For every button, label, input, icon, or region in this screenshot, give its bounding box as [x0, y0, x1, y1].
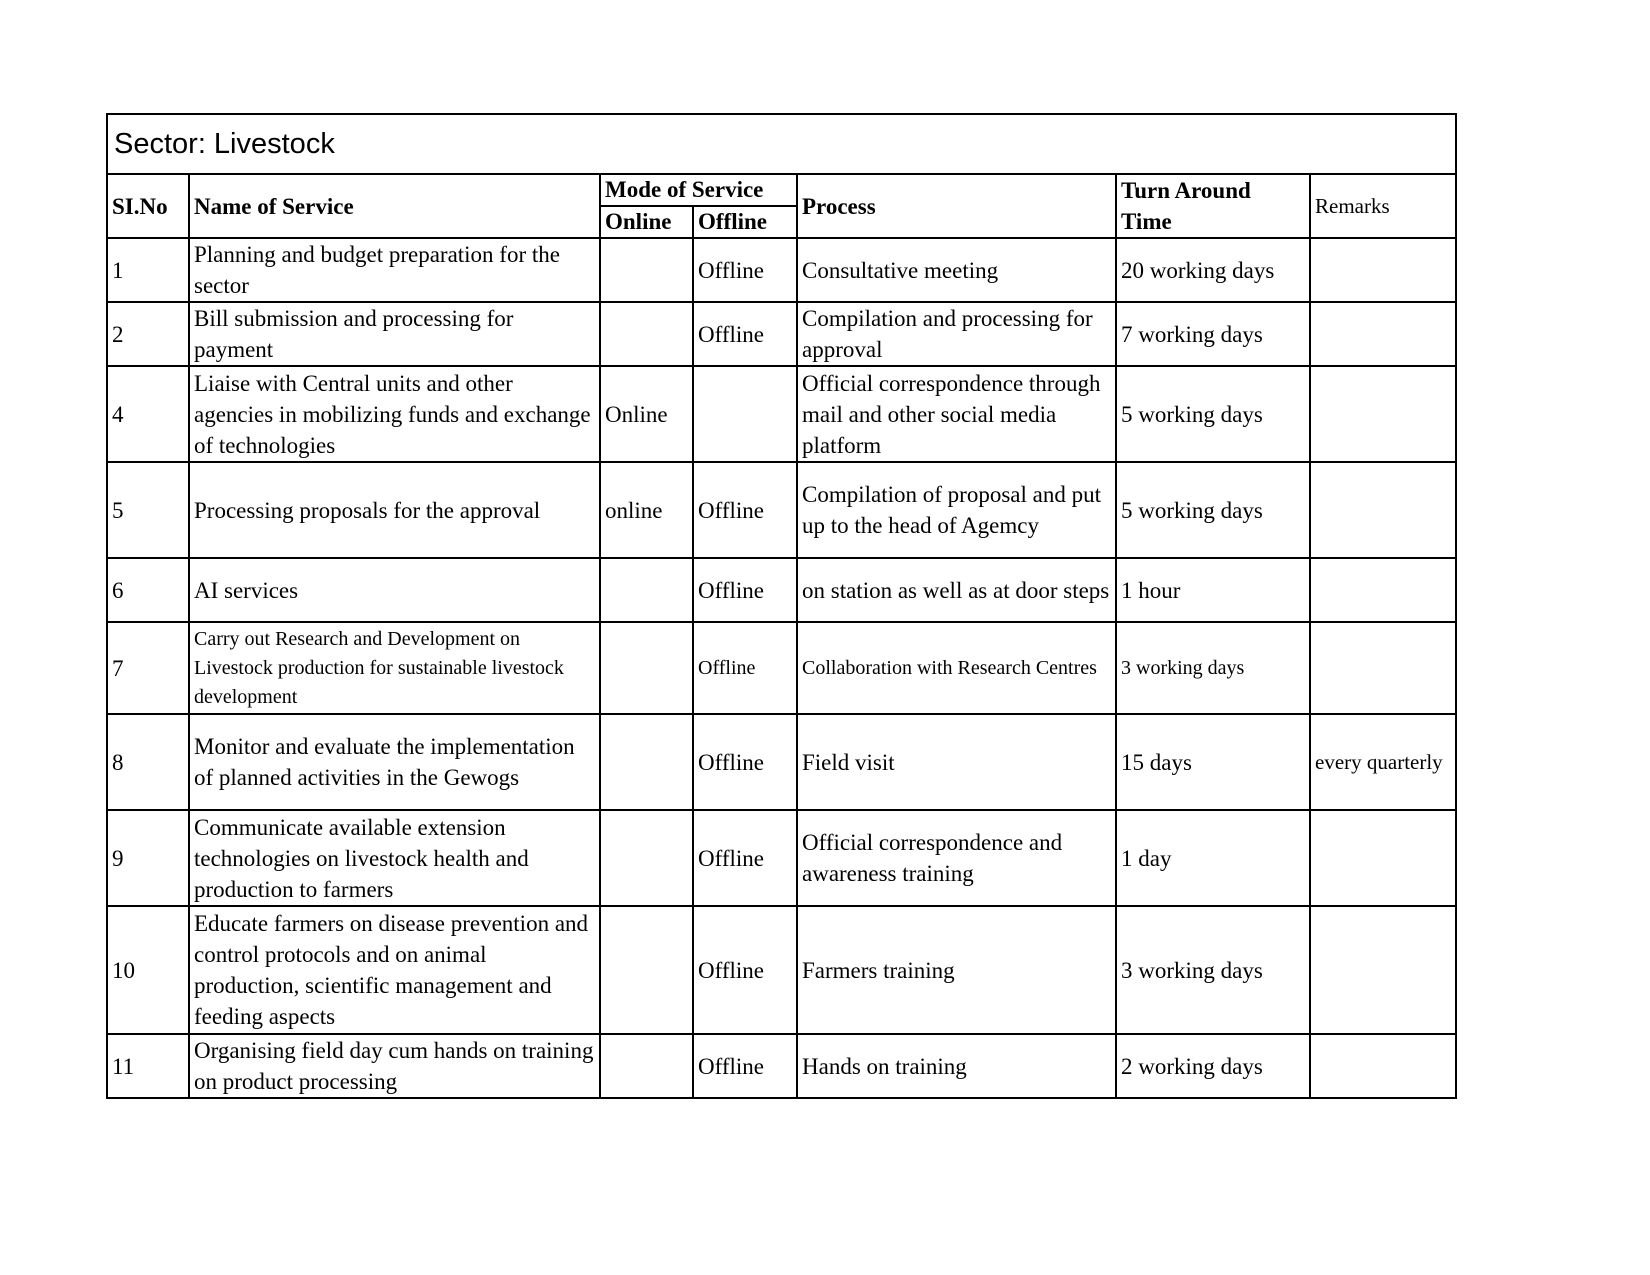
service-table	[106, 113, 1457, 1099]
header-process: Process	[797, 174, 1116, 238]
cell-sl-no: 8	[107, 714, 189, 810]
cell-remarks	[1310, 622, 1456, 714]
cell-remarks	[1310, 906, 1456, 1034]
cell-offline: Offline	[693, 462, 797, 558]
cell-remarks	[1310, 462, 1456, 558]
cell-process: Farmers training	[797, 906, 1116, 1034]
table-row	[107, 906, 1456, 1034]
cell-remarks	[1310, 558, 1456, 622]
cell-name-of-service: Carry out Research and Development on Livestock production for sustainable livestock development	[189, 622, 600, 714]
cell-remarks	[1310, 238, 1456, 302]
cell-offline: Offline	[693, 810, 797, 906]
cell-remarks	[1310, 810, 1456, 906]
cell-offline: Offline	[693, 906, 797, 1034]
cell-process: Official correspondence through mail and other social media platform	[797, 366, 1116, 462]
header-mode-of-service: Mode of Service	[600, 174, 797, 206]
cell-name-of-service: Educate farmers on disease prevention and control protocols and on animal production, scientific management and feeding aspects	[189, 906, 600, 1034]
cell-name-of-service: Bill submission and processing for payment	[189, 302, 600, 366]
cell-name-of-service: Communicate available extension technologies on livestock health and production to farmers	[189, 810, 600, 906]
cell-process: on station as well as at door steps	[797, 558, 1116, 622]
table-row	[107, 366, 1456, 462]
header-sl-no: SI.No	[107, 174, 189, 238]
cell-process: Official correspondence and awareness training	[797, 810, 1116, 906]
cell-offline: Offline	[693, 238, 797, 302]
cell-name-of-service: AI services	[189, 558, 600, 622]
cell-turn-around-time: 1 day	[1116, 810, 1310, 906]
cell-turn-around-time: 15 days	[1116, 714, 1310, 810]
cell-sl-no: 9	[107, 810, 189, 906]
cell-sl-no: 11	[107, 1034, 189, 1098]
cell-online	[600, 558, 693, 622]
header-online: Online	[600, 206, 693, 238]
cell-process: Consultative meeting	[797, 238, 1116, 302]
cell-process: Collaboration with Research Centres	[797, 622, 1116, 714]
cell-sl-no: 7	[107, 622, 189, 714]
cell-turn-around-time: 2 working days	[1116, 1034, 1310, 1098]
header-remarks: Remarks	[1310, 174, 1456, 238]
cell-online	[600, 238, 693, 302]
cell-online: online	[600, 462, 693, 558]
cell-process: Field visit	[797, 714, 1116, 810]
sector-title: Sector: Livestock	[107, 114, 1456, 174]
cell-turn-around-time: 5 working days	[1116, 366, 1310, 462]
cell-sl-no: 6	[107, 558, 189, 622]
cell-process: Hands on training	[797, 1034, 1116, 1098]
cell-turn-around-time: 20 working days	[1116, 238, 1310, 302]
cell-online: Online	[600, 366, 693, 462]
cell-turn-around-time: 5 working days	[1116, 462, 1310, 558]
cell-remarks	[1310, 366, 1456, 462]
cell-online	[600, 302, 693, 366]
table-row	[107, 238, 1456, 302]
cell-name-of-service: Monitor and evaluate the implementation of planned activities in the Gewogs	[189, 714, 600, 810]
cell-process: Compilation and processing for approval	[797, 302, 1116, 366]
cell-sl-no: 1	[107, 238, 189, 302]
cell-turn-around-time: 3 working days	[1116, 906, 1310, 1034]
cell-offline: Offline	[693, 302, 797, 366]
cell-online	[600, 906, 693, 1034]
cell-name-of-service: Liaise with Central units and other agencies in mobilizing funds and exchange of technologies	[189, 366, 600, 462]
cell-process: Compilation of proposal and put up to the head of Agemcy	[797, 462, 1116, 558]
cell-offline	[693, 366, 797, 462]
cell-sl-no: 5	[107, 462, 189, 558]
header-turn-around-time: Turn Around Time	[1116, 174, 1310, 238]
table-row	[107, 462, 1456, 558]
cell-offline: Offline	[693, 558, 797, 622]
cell-name-of-service: Processing proposals for the approval	[189, 462, 600, 558]
header-name-of-service: Name of Service	[189, 174, 600, 238]
cell-turn-around-time: 3 working days	[1116, 622, 1310, 714]
cell-name-of-service: Organising field day cum hands on training on product processing	[189, 1034, 600, 1098]
table-row	[107, 714, 1456, 810]
cell-online	[600, 1034, 693, 1098]
table-row	[107, 622, 1456, 714]
cell-online	[600, 810, 693, 906]
cell-remarks: every quarterly	[1310, 714, 1456, 810]
cell-offline: Offline	[693, 1034, 797, 1098]
table-row	[107, 302, 1456, 366]
cell-turn-around-time: 1 hour	[1116, 558, 1310, 622]
cell-online	[600, 714, 693, 810]
cell-offline: Offline	[693, 714, 797, 810]
cell-online	[600, 622, 693, 714]
cell-turn-around-time: 7 working days	[1116, 302, 1310, 366]
cell-sl-no: 4	[107, 366, 189, 462]
table-row	[107, 1034, 1456, 1098]
cell-remarks	[1310, 302, 1456, 366]
cell-offline: Offline	[693, 622, 797, 714]
table-row	[107, 558, 1456, 622]
cell-sl-no: 2	[107, 302, 189, 366]
table-row	[107, 810, 1456, 906]
cell-name-of-service: Planning and budget preparation for the sector	[189, 238, 600, 302]
cell-sl-no: 10	[107, 906, 189, 1034]
header-offline: Offline	[693, 206, 797, 238]
cell-remarks	[1310, 1034, 1456, 1098]
